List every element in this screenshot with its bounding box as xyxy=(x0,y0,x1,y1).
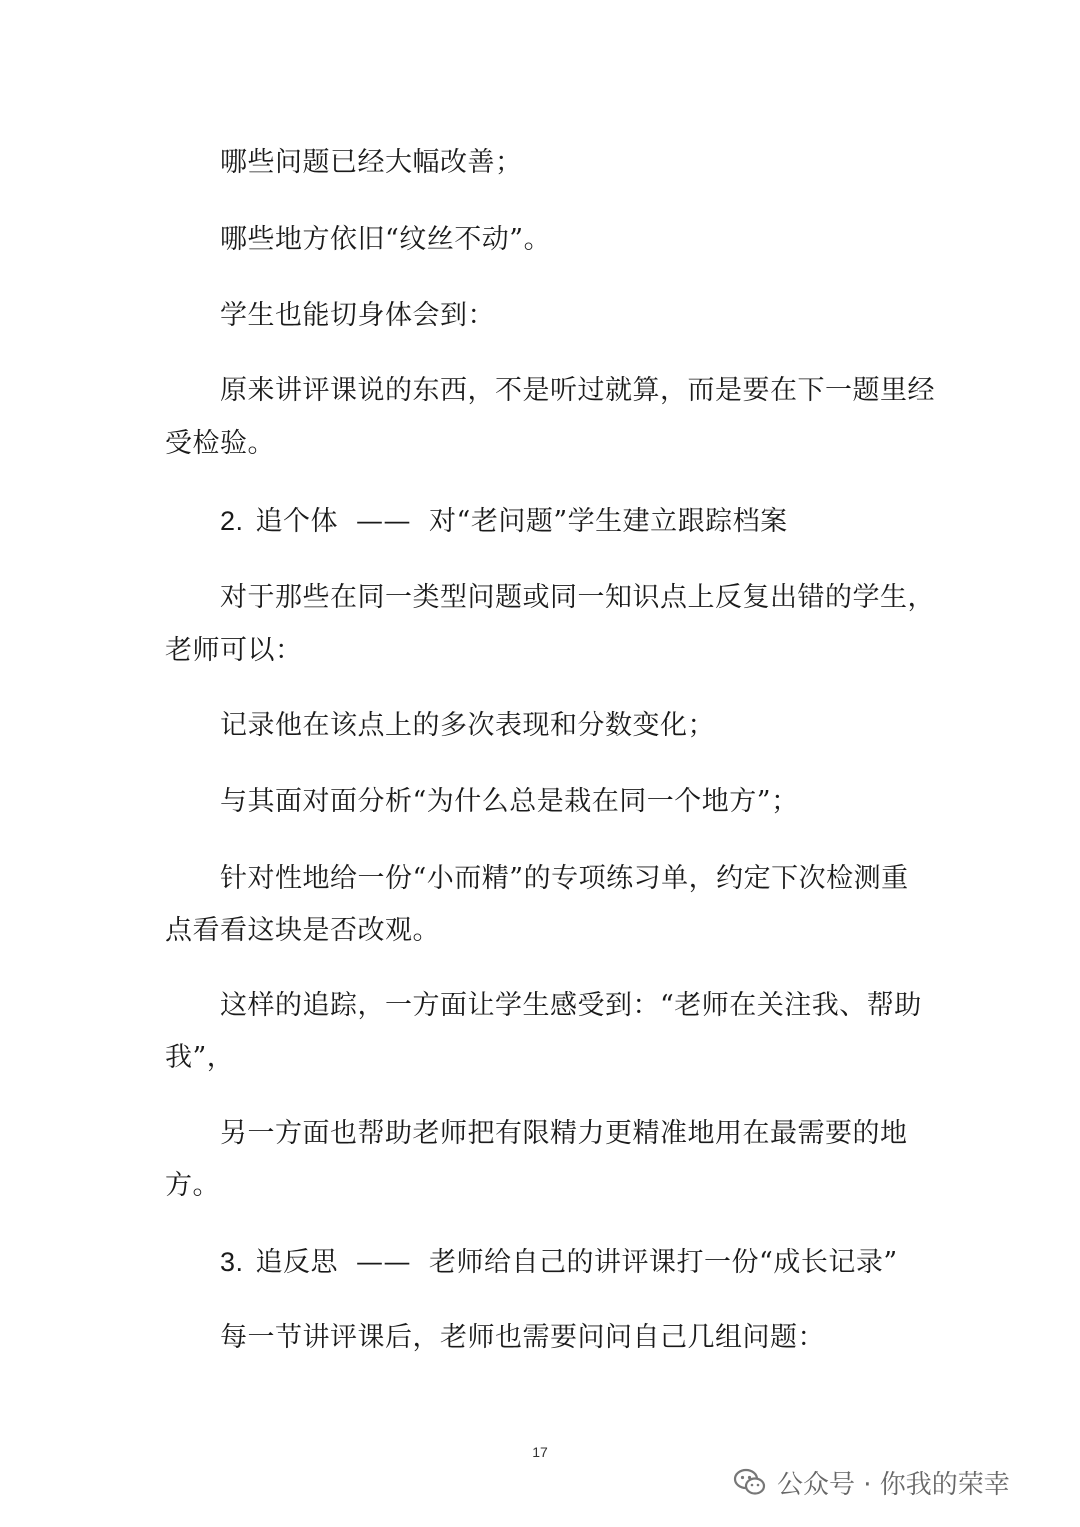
watermark xyxy=(733,1458,1010,1506)
paragraph-line: 点看看这块是否改观。 xyxy=(165,915,440,946)
section-number: 3. xyxy=(220,1247,244,1277)
paragraph-line: 老师可以： xyxy=(165,635,303,666)
page-number: 17 xyxy=(532,1444,548,1460)
paragraph-line: 另一方面也帮助老师把有限精力更精准地用在最需要的地 xyxy=(220,1118,908,1149)
paragraph-line: 这样的追踪，一方面让学生感受到：“老师在关注我、帮助 xyxy=(220,990,922,1021)
section-title: 追反思 xyxy=(255,1247,339,1278)
paragraph-line: 哪些问题已经大幅改善； xyxy=(220,147,523,178)
section-number: 2. xyxy=(220,506,244,536)
section-subtitle: 对“老问题”学生建立跟踪档案 xyxy=(429,506,788,537)
paragraph-line: 受检验。 xyxy=(165,428,275,459)
paragraph-line: 原来讲评课说的东西，不是听过就算，而是要在下一题里经 xyxy=(220,375,935,406)
section-dash: —— xyxy=(356,506,412,537)
paragraph-line: 针对性地给一份“小而精”的专项练习单，约定下次检测重 xyxy=(220,863,909,894)
section-heading xyxy=(220,1244,898,1281)
paragraph-line: 与其面对面分析“为什么总是栽在同一个地方”； xyxy=(220,786,799,817)
watermark-text: 公众号 · 你我的荣幸 xyxy=(777,1469,1010,1500)
section-subtitle: 老师给自己的讲评课打一份“成长记录” xyxy=(429,1247,898,1278)
section-heading xyxy=(220,503,788,540)
paragraph-line: 方。 xyxy=(165,1170,220,1201)
paragraph-line: 学生也能切身体会到： xyxy=(220,300,495,331)
wechat-icon xyxy=(733,1465,767,1499)
paragraph-line: 哪些地方依旧“纹丝不动”。 xyxy=(220,224,552,255)
paragraph-line: 对于那些在同一类型问题或同一知识点上反复出错的学生， xyxy=(220,582,935,613)
paragraph-line: 每一节讲评课后，老师也需要问问自己几组问题： xyxy=(220,1322,825,1353)
paragraph-line: 记录他在该点上的多次表现和分数变化； xyxy=(220,710,715,741)
section-dash: —— xyxy=(356,1247,412,1278)
section-title: 追个体 xyxy=(255,506,339,537)
paragraph-line: 我”， xyxy=(165,1042,235,1073)
